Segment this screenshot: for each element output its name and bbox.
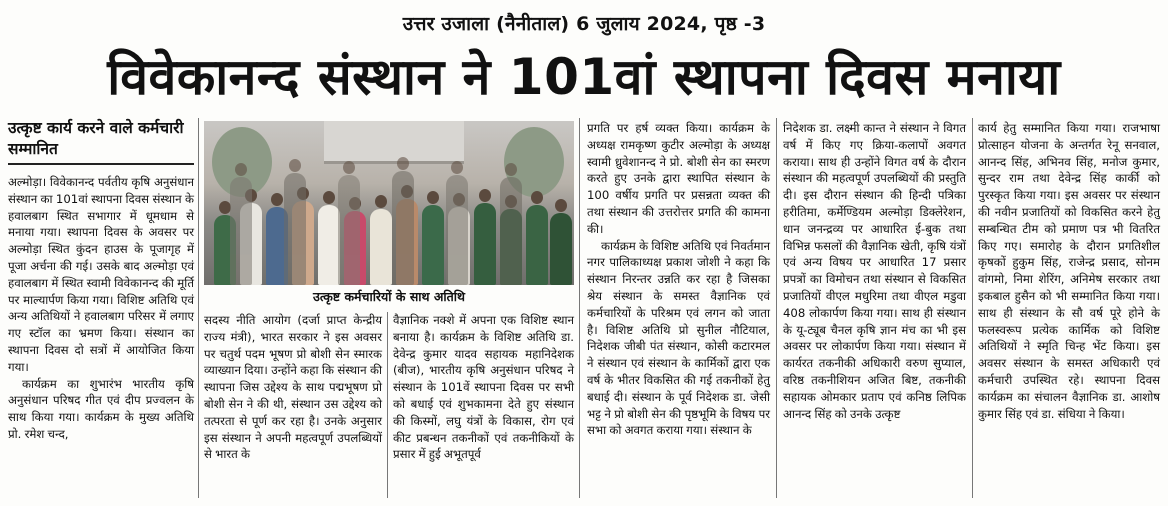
article-column-6 <box>978 120 1160 422</box>
article-column-5 <box>783 120 966 422</box>
building <box>324 121 464 164</box>
column-rule <box>387 312 388 498</box>
paragraph: अल्मोड़ा। विवेकानन्द पर्वतीय कृषि अनुसंधान संस्थान का 101वां स्थापना दिवस संस्थान के हवालबाग स्थित सभागार में धूमधाम से मनाया गया। स्थापना दिवस के अवसर पर अल्मोड़ा स्थित कुंदन हाउस के पूजागृह में पूजा अर्चना की गई। उसके बाद अल्मोड़ा एवं हवालबाग में स्थित स्वामी विवेकानन्द की मूर्ति पर माल्यार्पण किया गया। विशिष्ट अतिथि एवं अन्य अतिथियों ने हवालबाग परिसर में लगाए गए स्टॉल का भ्रमण किया। संस्थान का स्थापना दिवस दो सत्रों में आयोजित किया गया। <box>8 175 194 374</box>
column-rule <box>198 118 199 498</box>
column-rule <box>972 118 973 498</box>
article-column-2 <box>204 312 382 463</box>
person <box>500 177 522 285</box>
person <box>526 205 548 285</box>
person <box>370 209 392 285</box>
paragraph: निदेशक डा. लक्ष्मी कान्त ने संस्थान ने विगत वर्ष में किए गए क्रिया-कलापों अवगत कराया। साथ ही उन्होंने विगत वर्ष के दौरान संस्थान की महत्वपूर्ण उपलब्धियों की प्रस्तुति दी। इस दौरान संस्थान की हिन्दी पत्रिका हरीतिमा, कर्मेण्डियम अल्मोड़ा डिक्लेरेशन, धान जनन्द्रव्य पर आधारित ई-बुक तथा विभिन्न फसलों की वैज्ञानिक खेती, कृषि यंत्रों एवं अन्य विषय पर आधारित 17 प्रसार प्रपत्रों का विमोचन तथा संस्थान से विकसित प्रजातियों वीएल मधुरिमा तथा वीएल मडुवा 408 लोकार्पण किया गया। साथ ही संस्थान के यू-ट्यूब चैनल कृषि ज्ञान मंच का भी इस अवसर पर लोकार्पण किया गया। संस्थान में कार्यरत तकनीकी अधिकारी वरुण सुप्याल, वरिष्ठ तकनीशियन अजित बिष्ट, तकनीकी सहायक ओमकार प्रताप एवं कनिष्ठ लिपिक आनन्द सिंह को उनके उत्कृष्ट <box>783 121 966 421</box>
group-of-people <box>210 165 568 285</box>
person <box>338 175 360 285</box>
paragraph: कार्य हेतु सम्मानित किया गया। राजभाषा प्रोत्साहन योजना के अन्तर्गत रेनू सनवाल, आनन्द सिंह, अभिनव सिंह, मनोज कुमार, सुन्दर राम तथा देवेन्द्र सिंह कार्की को पुरस्कृत किया गया। इस अवसर पर संस्थान की नवीन प्रजातियों को विकसित करने हेतु सम्बन्धित टीम को प्रमाण पत्र भी वितरित किए गए। समारोह के दौरान प्रगतिशील कृषकों हुकुम सिंह, राजेन्द्र प्रसाद, सोनम वांगमो, निमा शेरिंग, अनिमेष सरकार तथा इकबाल हुसैन को भी सम्मानित किया गया। साथ ही संस्थान के सौ वर्ष पूरे होने के फलस्वरूप प्रत्येक कार्मिक को विशिष्ट अतिथियों ने स्मृति चिन्ह भेंट किया। इस अवसर संस्थान के समस्त अधिकारी एवं कर्मचारी उपस्थित रहे। स्थापना दिवस कार्यक्रम का संचालन वैज्ञानिक डा. आशोष कुमार सिंह एवं डा. संधिया ने किया। <box>978 121 1160 421</box>
person <box>446 175 468 285</box>
subhead: उत्कृष्ट कार्य करने वाले कर्मचारी सम्मानित <box>8 119 184 158</box>
headline: विवेकानन्द संस्थान ने 101वां स्थापना दिवस मनाया <box>107 48 1061 106</box>
person <box>550 213 572 285</box>
article-column-4 <box>587 120 770 439</box>
subhead-rule <box>8 163 194 165</box>
dateline: उत्तर उजाला (नैनीताल) 6 जुलाय 2024, पृष्ठ -3 <box>402 13 766 35</box>
article-column-1 <box>8 174 194 443</box>
paragraph: प्रगति पर हर्ष व्यक्त किया। कार्यक्रम के अध्यक्ष रामकृष्ण कुटीर अल्मोड़ा के अध्यक्ष स्वामी ध्रुवेशानन्द ने प्रो. बोशी सेन का स्मरण करते हुए उनके द्वारा स्थापित संस्थान के 100 वर्षीय प्रगति पर प्रसन्नता व्यक्त की तथा संस्थान की उत्तरोत्तर प्रगति की कामना की। <box>587 121 770 236</box>
photo-caption: उत्कृष्ट कर्मचारियों के साथ अतिथि <box>312 289 466 304</box>
paragraph: सदस्य नीति आयोग (दर्जा प्राप्त केन्द्रीय राज्य मंत्री), भारत सरकार ने इस अवसर पर चतुर्थ पदम भूषण प्रो बोशी सेन स्मारक व्याख्यान दिया। उन्होंने कहा कि संस्थान की स्थापना जिस उद्देश्य के साथ पद्मभूषण प्रो बोशी सेन ने की थी, संस्थान उस उद्देश्य को तत्परता से पूर्ण कर रहा है। उनके अनुसार इस संस्थान ने अपनी महत्वपूर्ण उपलब्धियों से भारत के <box>204 313 382 462</box>
paragraph: कार्यक्रम के विशिष्ट अतिथि एवं निवर्तमान नगर पालिकाध्यक्ष प्रकाश जोशी ने कहा कि संस्थान निरन्तर उन्नति कर रहा है जिसका श्रेय संस्थान के समस्त वैज्ञानिक एवं कर्मचारियों के परिश्रम एवं लगन को जाता है। विशिष्ट अतिथि प्रो सुनील नौटियाल, निदेशक जीबी पंत संस्थान, कोसी कटारमल ने संस्थान एवं संस्थान के कार्मिकों द्वारा एक वर्ष के भीतर विकसित की गई तकनीकों हेतु बधाई दी। संस्थान के पूर्व निदेशक डा. जेसी भट्ट ने प्रो बोशी सेन की पृष्ठभूमि के विषय पर सभा को अवगत कराया गया। संस्थान के <box>587 238 770 438</box>
group-photo <box>204 121 574 285</box>
person <box>392 171 414 285</box>
person <box>318 205 340 285</box>
person <box>230 177 252 285</box>
column-rule <box>776 118 777 498</box>
paragraph: कार्यक्रम का शुभारंभ भारतीय कृषि अनुसंधान परिषद गीत एवं दीप प्रज्वलन के साथ किया गया। कार्यक्रम के मुख्य अतिथि प्रो. रमेश चन्द, <box>8 376 194 441</box>
person <box>474 203 496 285</box>
paragraph: वैज्ञानिक नक्शे में अपना एक विशिष्ट स्थान बनाया है। कार्यक्रम के विशिष्ट अतिथि डा. देवेन्द्र कुमार यादव सहायक महानिदेशक (बीज), भारतीय कृषि अनुसंधान परिषद ने संस्थान के 101वें स्थापना दिवस पर सभी को बधाई एवं शुभकामना देते हुए संस्थान की किस्मों, लघु यंत्रों के विकास, रोग एवं कीट प्रबन्धन तकनीकों एवं तकनीकियों के प्रसार में हुई अभूतपूर्व <box>393 313 574 462</box>
person <box>284 173 306 285</box>
article-column-3 <box>393 312 574 463</box>
column-rule <box>579 118 580 498</box>
person <box>422 205 444 285</box>
